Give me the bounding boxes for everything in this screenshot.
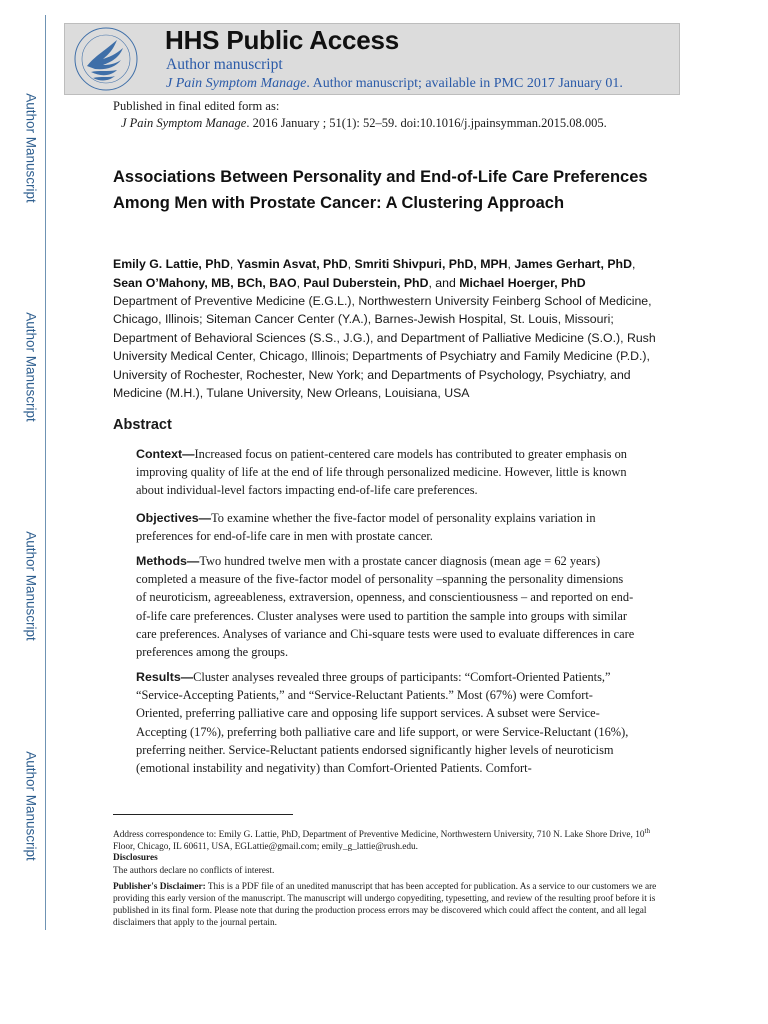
footnote-divider [113,814,293,815]
author-name: Smriti Shivpuri, PhD, MPH [354,257,508,271]
publisher-disclaimer: Publisher's Disclaimer: This is a PDF file of an unedited manuscript that has been accepted for publication. As a service to our customers we are providing this early version of the manuscript. The manuscript will undergo copyediting, typesetting, and review of the resulting proof before it is published in its final form. Please note that during the production process errors may be discovered which could affect the content, and all legal disclaimers that apply to the journal pertain. [113,882,657,928]
author-list: Emily G. Lattie, PhD, Yasmin Asvat, PhD, Smriti Shivpuri, PhD, MPH, James Gerhart, PhD, Sean O’Mahony, MB, BCh, BAO, Paul Duberstein, PhD, and Michael Hoerger, PhD [113,257,636,290]
published-citation: J Pain Symptom Manage. 2016 January ; 51(1): 52–59. doi:10.1016/j.jpainsymman.2015.08.005. [121,116,607,130]
author-name: Paul Duberstein, PhD [303,275,429,290]
disclosures-text: The authors declare no conflicts of interest. [113,866,275,876]
abstract-section-label: Objectives— [136,511,212,525]
article-title: Associations Between Personality and End-of-Life Care Preferences Among Men with Prostate Cancer: A Clustering Approach [113,168,648,212]
abstract-objectives: Objectives—To examine whether the five-factor model of personality explains variation in preferences for end-of-life care in men with prostate cancer. [136,511,596,544]
hhs-eagle-logo-icon [73,26,139,92]
header-title: HHS Public Access [165,25,400,55]
affiliations: Department of Preventive Medicine (E.G.L.), Northwestern University Feinberg School of Medicine, Chicago, Illinois; Siteman Cancer Center (Y.A.), Barnes-Jewish Hospital, St. Louis, Missouri; Department of Behavioral Sciences (S.S., J.G.), and Department of Palliative Medicine (S.O.), Rush University Medical Center, Chicago, Illinois; Departments of Psychiatry and Family Medicine (P.D.), University of Rochester, Rochester, New York; and Departments of Psychology, Psychiatry, and Medicine (M.H.), Tulane University, New Orleans, Louisiana, USA [113,294,656,401]
author-name: Emily G. Lattie, PhD [113,257,230,271]
abstract-heading: Abstract [113,417,172,433]
abstract-section-label: Methods— [136,554,200,568]
disclosures-heading: Disclosures [113,853,158,863]
header-citation: J Pain Symptom Manage. Author manuscript; available in PMC 2017 January 01. [166,76,623,91]
hhs-header [64,23,680,95]
abstract-methods: Methods—Two hundred twelve men with a prostate cancer diagnosis (mean age = 62 years) completed a measure of the five-factor model of personality –spanning the personality dimensions of neuroticism, agreeableness, extraversion, openness, and conscientiousness – and reported on end-of-life care preferences. Cluster analyses were used to partition the sample into groups with similar care preferences. Analyses of variance and Chi-square tests were used to evaluate differences in care preferences among the groups. [136,554,635,660]
abstract-context: Context—Increased focus on patient-centered care models has contributed to greater emphasis on improving quality of life at the end of life through personalized medicine. However, little is known about individual-level factors impacting end-of-life care preferences. [136,447,627,498]
correspondence-note: Address correspondence to: Emily G. Lattie, PhD, Department of Preventive Medicine, Northwestern University, 710 N. Lake Shore Drive, 10th Floor, Chicago, IL 60611, USA, EGLattie@gmail.com; emily_g_lattie@rush.edu. [113,827,650,853]
header-journal: J Pain Symptom Manage [166,76,307,91]
published-label: Published in final edited form as: [113,99,280,113]
abstract-results: Results—Cluster analyses revealed three groups of participants: “Comfort-Oriented Patients,” “Service-Accepting Patients,” and “Service-Reluctant Patients.” Most (67%) were Comfort-Oriented, preferring palliative care and opposing life support services. A subset were Service-Accepting (17%), preferring both palliative care and life support, or were Service-Reluctant (16%), preferring neither. Service-Reluctant patients endorsed significantly higher levels of neuroticism (emotional instability and negativity) than Comfort-Oriented Patients. Comfort- [136,670,629,776]
abstract-section-label: Context— [136,447,195,461]
abstract-section-label: Results— [136,670,194,684]
author-name: James Gerhart, PhD [514,257,632,271]
author-manuscript-label: Author manuscript [166,56,283,73]
author-name: Yasmin Asvat, PhD [236,257,348,271]
margin-rule [45,15,46,930]
author-name: Michael Hoerger, PhD [459,275,586,290]
author-name: Sean O’Mahony, MB, BCh, BAO [113,275,297,290]
